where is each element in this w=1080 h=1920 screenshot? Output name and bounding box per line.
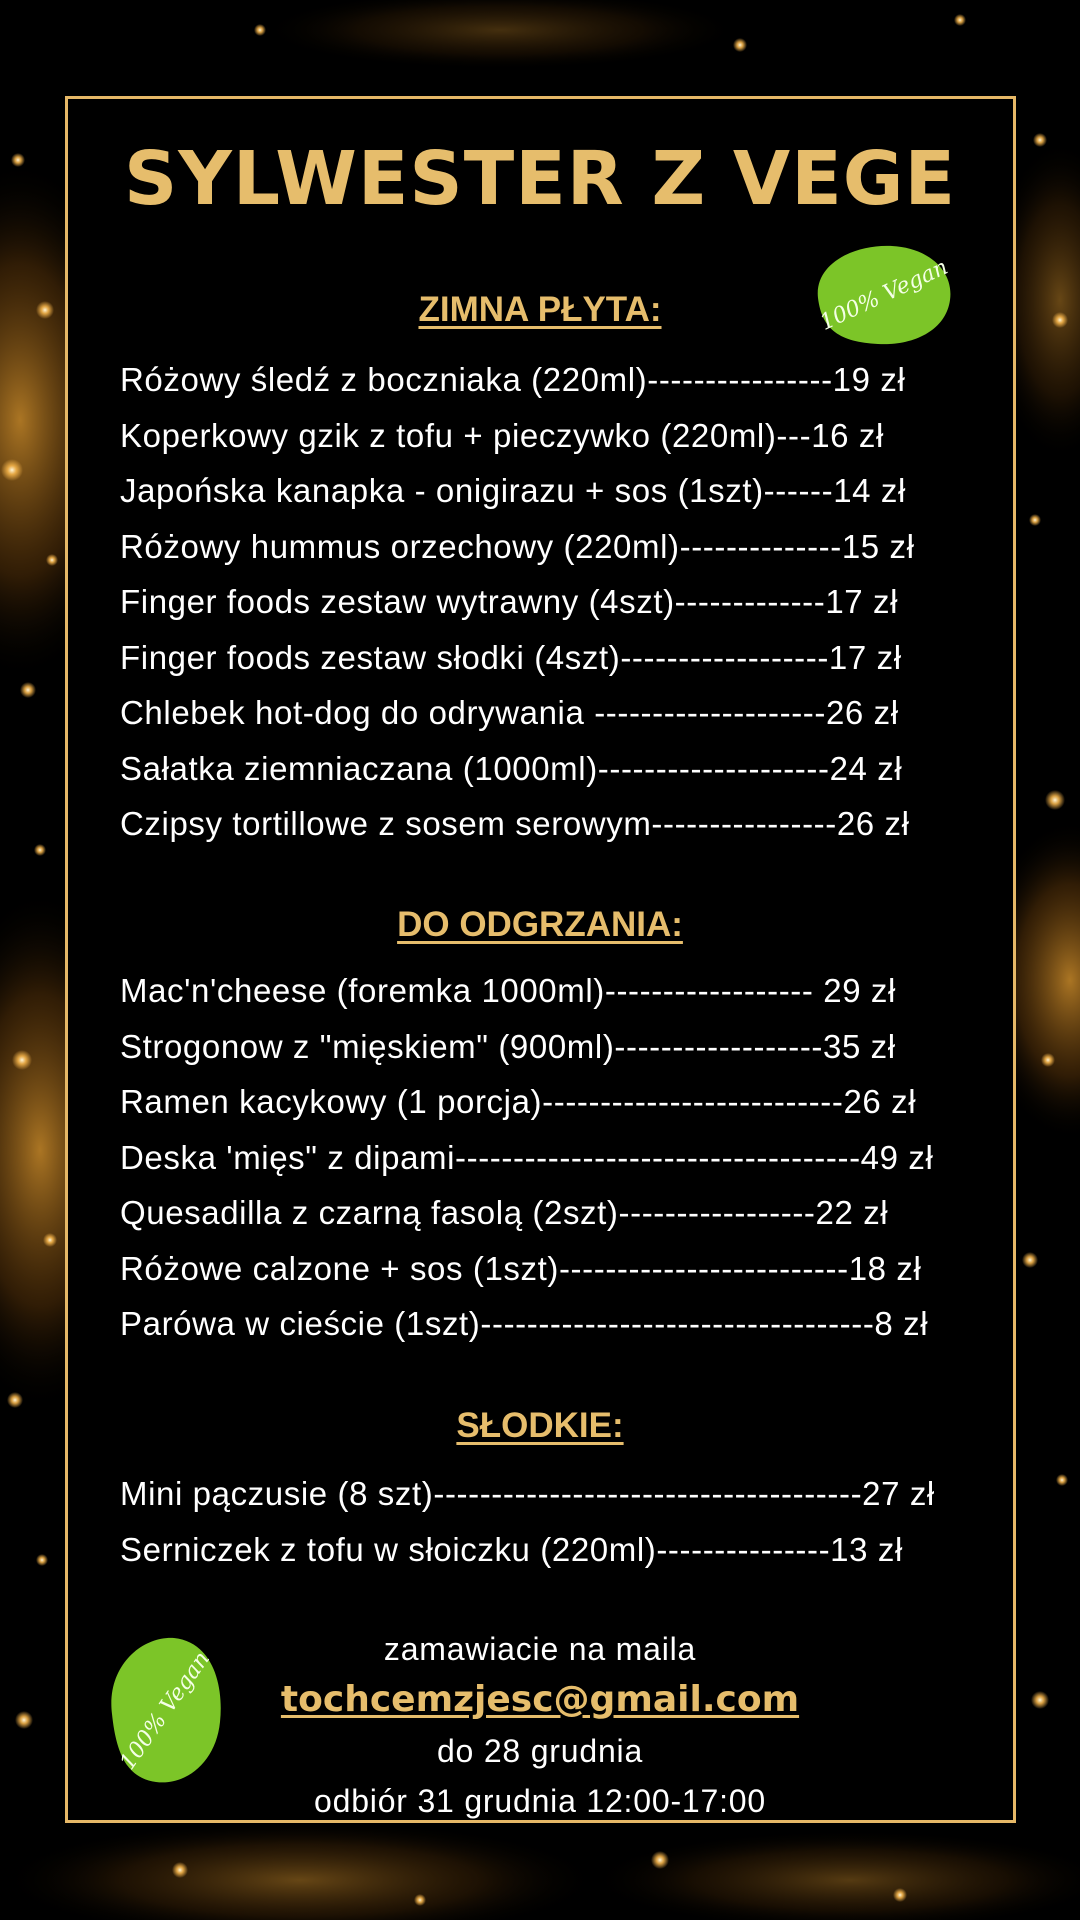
menu-item: Chlebek hot-dog do odrywania --------------------26 zł [120, 694, 899, 731]
vegan-badge-label: 100% Vegan [816, 254, 952, 336]
menu-item: Mac'n'cheese (foremka 1000ml)------------------ 29 zł [120, 972, 896, 1009]
menu-item: Sałatka ziemniaczana (1000ml)--------------------24 zł [120, 749, 903, 787]
menu-item: Finger foods zestaw wytrawny (4szt)-------------17 zł [120, 583, 899, 620]
order-info [0, 1624, 1080, 1826]
menu-item: Mini pączusie (8 szt)-------------------------------------27 zł [120, 1475, 935, 1512]
section-heading-warm: DO ODGRZANIA: [397, 905, 683, 944]
menu-item: Finger foods zestaw słodki (4szt)------------------17 zł [120, 638, 902, 676]
menu-item: Japońska kanapka - onigirazu + sos (1szt)------14 zł [120, 472, 906, 509]
section-heading-sweet: SŁODKIE: [456, 1406, 624, 1445]
menu-item: Różowy hummus orzechowy (220ml)--------------15 zł [120, 527, 915, 565]
menu-item: Deska 'mięs" z dipami-----------------------------------49 zł [120, 1138, 934, 1176]
menu-item: Koperkowy gzik z tofu + pieczywko (220ml)---16 zł [120, 416, 884, 454]
order-instruction: zamawiacie na maila [383, 1631, 697, 1667]
menu-item: Różowe calzone + sos (1szt)-------------------------18 zł [120, 1249, 922, 1287]
menu-list-warm [120, 963, 970, 1352]
page-title: SYLWESTER Z VEGE [123, 136, 957, 222]
menu-list-cold [120, 352, 970, 852]
menu-item: Serniczek z tofu w słoiczku (220ml)---------------13 zł [120, 1530, 903, 1568]
vegan-badge-label: 100% Vegan [115, 1647, 216, 1775]
menu-item: Różowy śledź z boczniaka (220ml)----------------19 zł [120, 361, 906, 398]
section-heading-cold: ZIMNA PŁYTA: [418, 290, 662, 329]
menu-item: Ramen kacykowy (1 porcja)--------------------------26 zł [120, 1083, 917, 1120]
order-deadline: do 28 grudnia [436, 1733, 644, 1769]
order-email-link[interactable]: tochcemzjesc@gmail.com [280, 1679, 800, 1720]
menu-item: Quesadilla z czarną fasolą (2szt)-----------------22 zł [120, 1194, 889, 1231]
menu-item: Parówa w cieście (1szt)----------------------------------8 zł [120, 1305, 929, 1342]
menu-item: Strogonow z "mięskiem" (900ml)------------------35 zł [120, 1027, 896, 1065]
pickup-time: odbiór 31 grudnia 12:00-17:00 [314, 1783, 766, 1819]
menu-list-sweet [120, 1466, 970, 1577]
menu-item: Czipsy tortillowe z sosem serowym----------------26 zł [120, 805, 910, 842]
